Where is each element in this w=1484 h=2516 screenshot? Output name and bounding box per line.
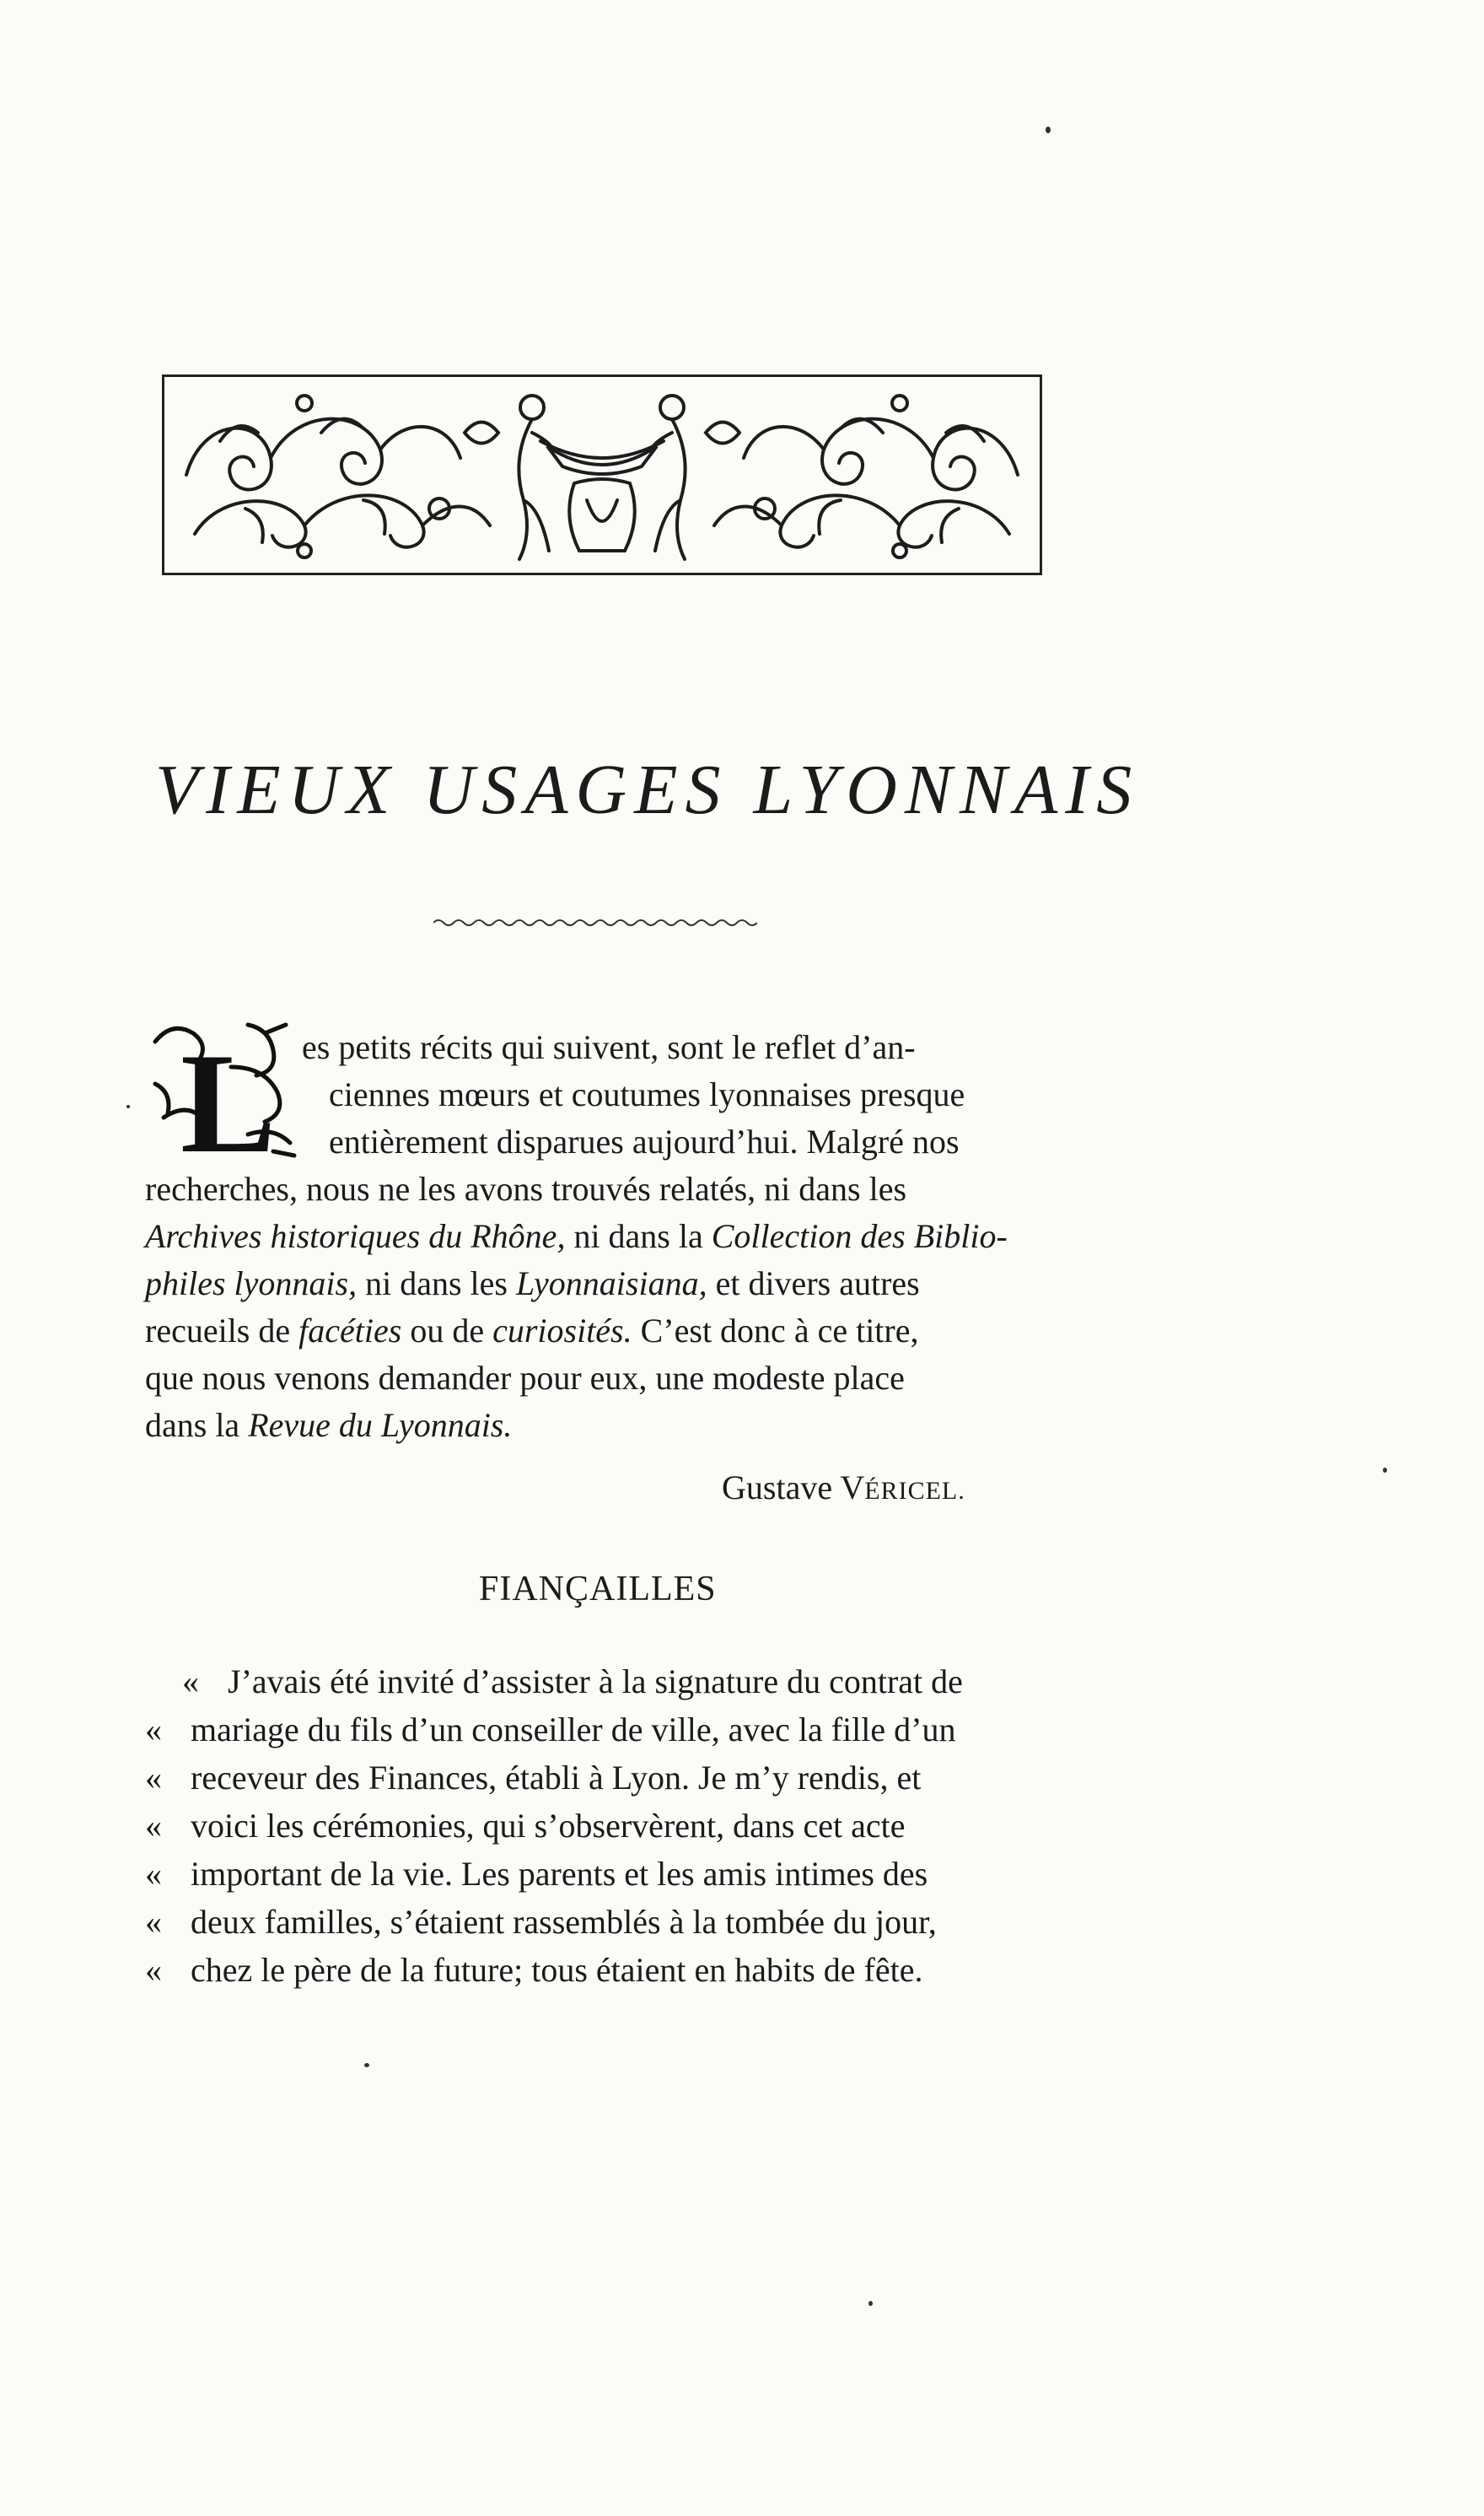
quote-mark: « bbox=[145, 1759, 162, 1797]
intro-line-5: Archives historiques du Rhône, ni dans la Collection des Biblio- bbox=[145, 1217, 1008, 1255]
intro-paragraph bbox=[145, 1027, 1047, 1466]
vine-scroll-ornament-icon bbox=[169, 382, 1035, 568]
quote-mark: « bbox=[145, 1903, 162, 1941]
intro-line-6: philes lyonnais, ni dans les Lyonnaisiana, et divers autres bbox=[145, 1264, 920, 1302]
quote-line-6: « deux familles, s’étaient rassemblés à la tombée du jour, bbox=[145, 1903, 937, 1941]
quote-mark: « bbox=[145, 1807, 162, 1845]
scan-speck bbox=[364, 2063, 369, 2067]
quote-mark: « bbox=[145, 1711, 162, 1748]
quote-line-2: « mariage du fils d’un conseiller de ville, avec la fille d’un bbox=[145, 1711, 956, 1748]
quote-mark: « bbox=[145, 1951, 162, 1989]
quote-paragraph bbox=[145, 1662, 1047, 2016]
author-signature: Gustave VÉRICEL. bbox=[722, 1468, 965, 1506]
intro-line-4: recherches, nous ne les avons trouvés relatés, ni dans les bbox=[145, 1170, 907, 1208]
intro-line-9: dans la Revue du Lyonnais. bbox=[145, 1406, 513, 1444]
quote-line-7: « chez le père de la future; tous étaient en habits de fête. bbox=[145, 1951, 923, 1989]
quote-line-5: « important de la vie. Les parents et les amis intimes des bbox=[145, 1855, 928, 1893]
scan-speck bbox=[1383, 1468, 1387, 1473]
scan-speck bbox=[1046, 127, 1051, 133]
quote-line-1: « J’avais été invité d’assister à la signature du contrat de bbox=[182, 1662, 963, 1700]
quote-mark: « bbox=[145, 1855, 162, 1893]
intro-line-2: ciennes mœurs et coutumes lyonnaises presque bbox=[329, 1075, 965, 1113]
scan-speck bbox=[868, 2301, 873, 2306]
svg-text:L: L bbox=[180, 1024, 277, 1161]
intro-line-3: entièrement disparues aujourd’hui. Malgré nos bbox=[329, 1123, 960, 1161]
section-title: FIANÇAILLES bbox=[479, 1570, 717, 1608]
intro-line-1: es petits récits qui suivent, sont le reflet d’an- bbox=[302, 1028, 916, 1066]
page-title: VIEUX USAGES LYONNAIS bbox=[155, 751, 1140, 829]
quote-line-4: « voici les cérémonies, qui s’observèrent, dans cet acte bbox=[145, 1807, 906, 1845]
ornamental-headpiece bbox=[162, 374, 1042, 575]
intro-line-8: que nous venons demander pour eux, une modeste place bbox=[145, 1359, 905, 1397]
quote-line-3: « receveur des Finances, établi à Lyon. Je m’y rendis, et bbox=[145, 1759, 922, 1797]
quote-mark: « bbox=[182, 1662, 199, 1700]
intro-line-7: recueils de facéties ou de curiosités. C’est donc à ce titre, bbox=[145, 1312, 919, 1350]
scan-speck bbox=[126, 1105, 130, 1108]
wavy-divider-ornament bbox=[433, 916, 757, 928]
